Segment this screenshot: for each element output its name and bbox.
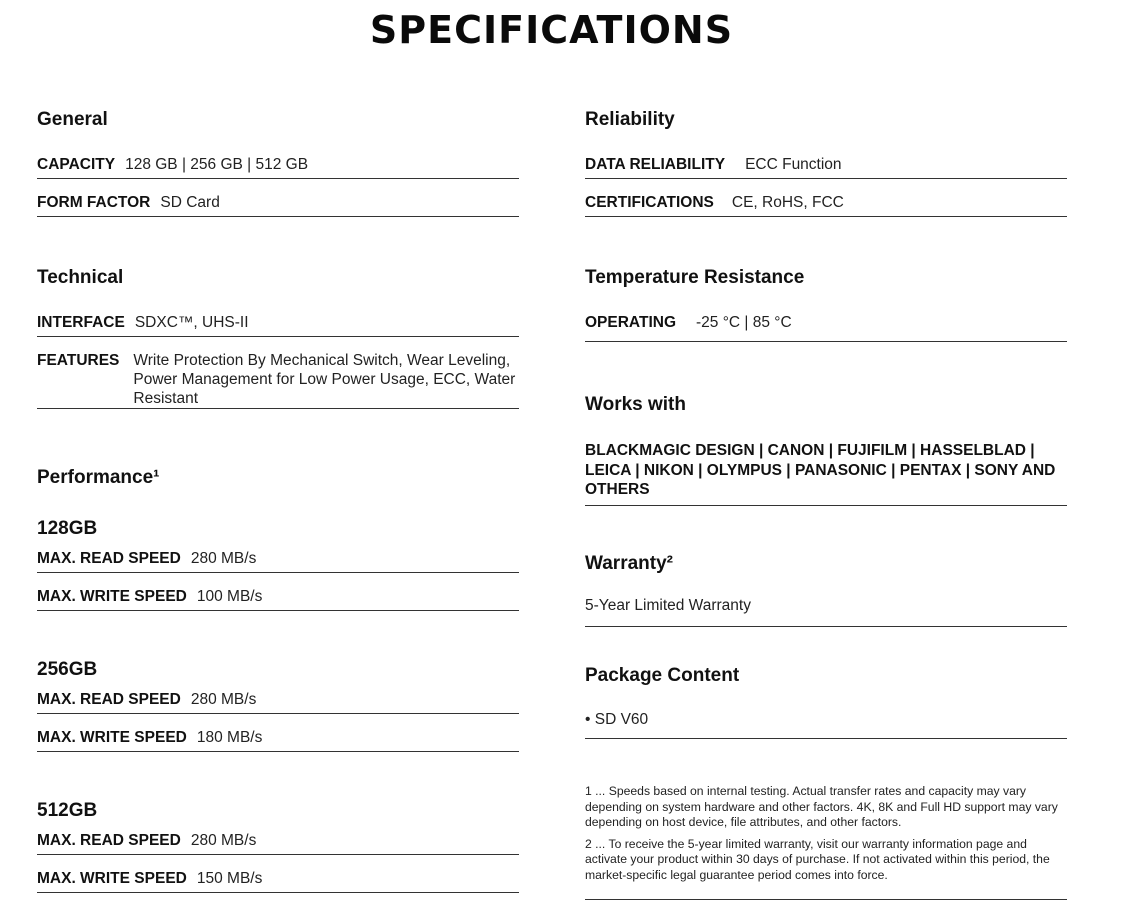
data-reliability-value: ECC Function <box>745 156 842 173</box>
certifications-row <box>585 188 1067 217</box>
write-speed-row <box>37 723 519 752</box>
model-128-heading: 128GB <box>37 518 98 539</box>
package-heading: Package Content <box>585 665 740 686</box>
read-speed-row <box>37 685 519 714</box>
write-speed-value: 180 MB/s <box>196 729 263 746</box>
package-value: • SD V60 <box>585 711 649 728</box>
write-speed-row <box>37 864 519 893</box>
capacity-label: CAPACITY <box>37 156 116 173</box>
form-factor-row <box>37 188 519 217</box>
operating-row <box>585 308 1067 342</box>
performance-heading: Performance¹ <box>37 467 160 488</box>
technical-heading: Technical <box>37 267 124 288</box>
capacity-row <box>37 150 519 179</box>
model-256-heading: 256GB <box>37 659 98 680</box>
features-value: Write Protection By Mechanical Switch, Wear Leveling, Power Management for Low Power Usage, ECC, Water Resistant <box>133 352 516 407</box>
features-row <box>37 346 519 409</box>
warranty-value: 5-Year Limited Warranty <box>585 597 751 614</box>
works-with-heading: Works with <box>585 394 686 415</box>
form-factor-value: SD Card <box>160 194 220 211</box>
interface-row <box>37 308 519 337</box>
model-512-heading: 512GB <box>37 800 98 821</box>
write-speed-label: MAX. WRITE SPEED <box>37 870 187 887</box>
warranty-row <box>585 592 1067 627</box>
features-label: FEATURES <box>37 352 120 369</box>
read-speed-label: MAX. READ SPEED <box>37 691 181 708</box>
warranty-heading: Warranty² <box>585 553 673 574</box>
data-reliability-row <box>585 150 1067 179</box>
data-reliability-label: DATA RELIABILITY <box>585 156 726 173</box>
read-speed-label: MAX. READ SPEED <box>37 832 181 849</box>
certifications-value: CE, RoHS, FCC <box>731 194 844 211</box>
compatible-brands: BLACKMAGIC DESIGN | CANON | FUJIFILM | HASSELBLAD | LEICA | NIKON | OLYMPUS | PANASONIC | PENTAX | SONY AND OTHERS <box>585 441 1067 506</box>
operating-value: -25 °C | 85 °C <box>696 314 792 331</box>
read-speed-label: MAX. READ SPEED <box>37 550 181 567</box>
interface-value: SDXC™, UHS-II <box>134 314 249 331</box>
write-speed-row <box>37 582 519 611</box>
interface-label: INTERFACE <box>37 314 125 331</box>
read-speed-row <box>37 544 519 573</box>
write-speed-value: 150 MB/s <box>196 870 263 887</box>
capacity-value: 128 GB | 256 GB | 512 GB <box>125 156 309 173</box>
footnote-2: 2 ... To receive the 5-year limited warranty, visit our warranty information page and activate your product within 30 days of purchase. If not activated within this period, the market-specific legal guarantee period comes into force. <box>585 836 1050 882</box>
read-speed-row <box>37 826 519 855</box>
certifications-label: CERTIFICATIONS <box>585 194 714 211</box>
operating-label: OPERATING <box>585 314 676 331</box>
footnote-1: 1 ... Speeds based on internal testing. Actual transfer rates and capacity may vary depending on system hardware and other factors. 4K, 8K and Full HD support may vary depending on host device, file attributes, and other factors. <box>585 784 1058 829</box>
form-factor-label: FORM FACTOR <box>37 194 151 211</box>
reliability-heading: Reliability <box>585 109 675 130</box>
footnotes <box>585 784 1067 900</box>
package-row <box>585 706 1067 739</box>
general-heading: General <box>37 109 108 130</box>
read-speed-value: 280 MB/s <box>190 550 257 567</box>
read-speed-value: 280 MB/s <box>190 832 257 849</box>
page-title: SPECIFICATIONS <box>369 8 734 52</box>
write-speed-label: MAX. WRITE SPEED <box>37 729 187 746</box>
write-speed-value: 100 MB/s <box>196 588 263 605</box>
read-speed-value: 280 MB/s <box>190 691 257 708</box>
write-speed-label: MAX. WRITE SPEED <box>37 588 187 605</box>
temperature-heading: Temperature Resistance <box>585 267 805 288</box>
